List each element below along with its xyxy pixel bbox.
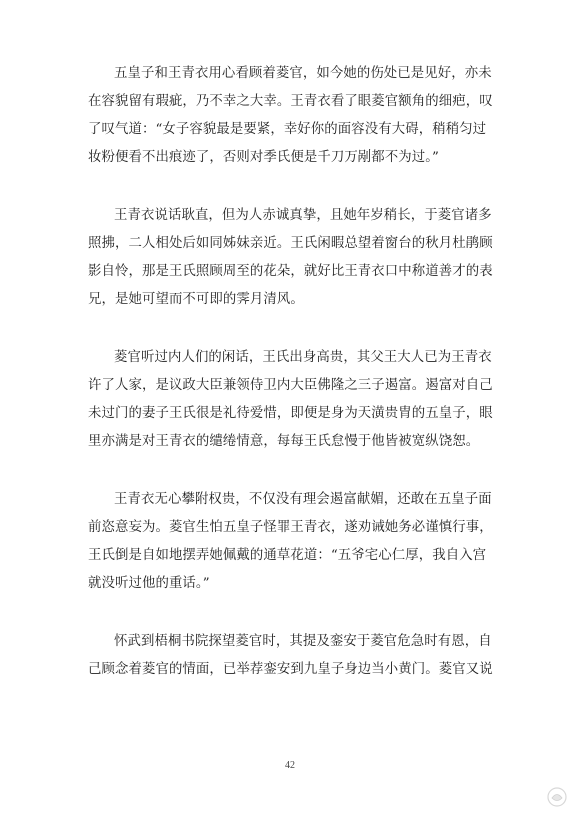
text-line: 前恣意妄为。菱官生怕五皇子怪罪王青衣，遂劝诫她务必谨慎行事， — [88, 520, 493, 535]
text-line: 在容貌留有瑕疵，乃不幸之大幸。王青衣看了眼菱官额角的细疤，叹 — [88, 94, 493, 109]
paragraph-1 — [88, 60, 514, 172]
page-number: 42 — [285, 760, 295, 771]
text-line: 妆粉便看不出痕迹了，否则对季氏便是千刀万剐都不为过。” — [88, 150, 439, 165]
paragraph-gap — [88, 598, 514, 628]
paragraph-gap — [88, 456, 514, 486]
text-line: 怀武到梧桐书院探望菱官时，其提及銮安于菱官危急时有恩，自 — [114, 634, 492, 649]
text-line: 里亦满是对王青衣的缱绻情意，每每王氏怠慢于他皆被宽纵饶恕。 — [88, 434, 480, 449]
text-line: 照拂，二人相处后如同姊妹亲近。王氏闲暇总望着窗台的秋月杜鹃顾 — [88, 236, 493, 251]
text-line: 了叹气道：“女子容貌最是要紧，幸好你的面容没有大碍，稍稍匀过 — [88, 122, 487, 137]
text-line: 王青衣无心攀附权贵，不仅没有理会遏富献媚，还敢在五皇子面 — [114, 492, 492, 507]
document-body — [88, 60, 514, 684]
watermark-logo-icon — [546, 786, 568, 808]
text-line: 王氏倒是自如地摆弄她佩戴的通草花道：“五爷宅心仁厚，我自入宫 — [88, 548, 487, 563]
paragraph-gap — [88, 314, 514, 344]
paragraph-3 — [88, 344, 514, 456]
text-line: 五皇子和王青衣用心看顾着菱官，如今她的伤处已是见好，亦未 — [114, 66, 492, 81]
text-line: 兄，是她可望而不可即的霁月清风。 — [88, 292, 304, 307]
paragraph-2 — [88, 202, 514, 314]
text-line: 己顾念着菱官的情面，已举荐銮安到九皇子身边当小黄门。菱官又说 — [88, 662, 493, 677]
text-line: 就没听过他的重话。” — [88, 576, 210, 591]
text-line: 王青衣说话耿直，但为人赤诚真挚，且她年岁稍长，于菱官诸多 — [114, 208, 492, 223]
text-line: 许了人家，是议政大臣兼领侍卫内大臣佛隆之三子遏富。遏富对自己 — [88, 378, 493, 393]
text-line: 未过门的妻子王氏很是礼待爱惜，即便是身为天潢贵胄的五皇子，眼 — [88, 406, 493, 421]
paragraph-4 — [88, 486, 514, 598]
paragraph-5 — [88, 628, 514, 684]
paragraph-gap — [88, 172, 514, 202]
text-line: 菱官听过内人们的闲话，王氏出身高贵，其父王大人已为王青衣 — [114, 350, 492, 365]
text-line: 影自怜，那是王氏照顾周至的花朵，就好比王青衣口中称道善才的表 — [88, 264, 493, 279]
